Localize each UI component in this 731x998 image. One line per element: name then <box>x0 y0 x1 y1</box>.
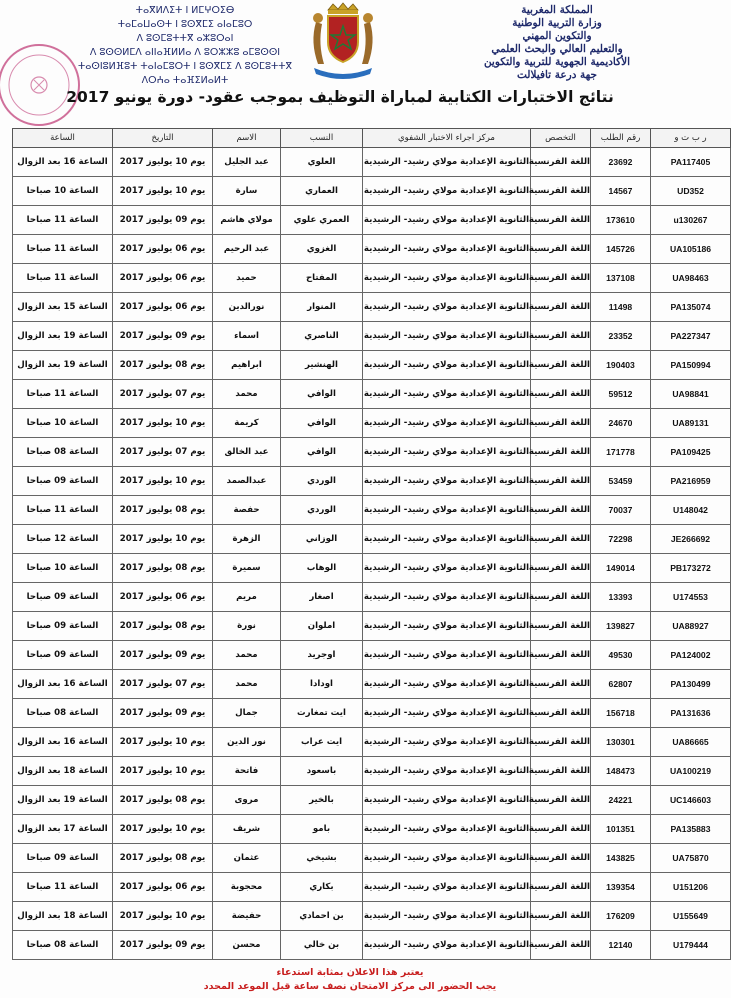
cell-surname: الوزاني <box>281 525 363 554</box>
cell-specialty: اللغة الفرنسية <box>531 351 591 380</box>
cell-first-name: عبد الرحيم <box>213 235 281 264</box>
cell-specialty: اللغة الفرنسية <box>531 235 591 264</box>
cell-request-number: 13393 <box>591 583 651 612</box>
cell-surname: املوان <box>281 612 363 641</box>
cell-specialty: اللغة الفرنسية <box>531 757 591 786</box>
cell-specialty: اللغة الفرنسية <box>531 409 591 438</box>
cell-exam-center: الثانوية الإعدادية مولاي رشيد- الرشيدية <box>363 670 531 699</box>
cell-time: الساعة 11 صباحا <box>13 380 113 409</box>
cell-exam-center: الثانوية الإعدادية مولاي رشيد- الرشيدية <box>363 467 531 496</box>
cell-cin: UA86665 <box>651 728 731 757</box>
table-row <box>13 496 731 525</box>
cell-date: يوم 06 يوليوز 2017 <box>113 293 213 322</box>
cell-exam-center: الثانوية الإعدادية مولاي رشيد- الرشيدية <box>363 873 531 902</box>
cell-time: الساعة 09 صباحا <box>13 583 113 612</box>
cell-exam-center: الثانوية الإعدادية مولاي رشيد- الرشيدية <box>363 322 531 351</box>
cell-specialty: اللغة الفرنسية <box>531 438 591 467</box>
cell-surname: الغزوي <box>281 235 363 264</box>
tifinagh-line: ⴷ ⵓⵙⵙⵍⵎⴷ ⴰⵏⵏⴰⴼⵍⵍⴰ ⴷ ⵓⵔⵣⵣⵓ ⴰⵎⵓⵙⵙⵏ <box>89 47 281 58</box>
cell-date: يوم 10 يوليوز 2017 <box>113 902 213 931</box>
cell-first-name: نور الدين <box>213 728 281 757</box>
cell-surname: ايت عراب <box>281 728 363 757</box>
cell-surname: بالخير <box>281 786 363 815</box>
cell-surname: بامو <box>281 815 363 844</box>
arabic-header-line: جهة درعة تافيلالت <box>517 69 597 81</box>
cell-time: الساعة 19 بعد الزوال <box>13 786 113 815</box>
cell-date: يوم 10 يوليوز 2017 <box>113 148 213 177</box>
cell-cin: PA135883 <box>651 815 731 844</box>
cell-first-name: عثمان <box>213 844 281 873</box>
cell-cin: UA75870 <box>651 844 731 873</box>
cell-specialty: اللغة الفرنسية <box>531 931 591 960</box>
cell-exam-center: الثانوية الإعدادية مولاي رشيد- الرشيدية <box>363 815 531 844</box>
cell-request-number: 59512 <box>591 380 651 409</box>
cell-time: الساعة 09 صباحا <box>13 844 113 873</box>
cell-exam-center: الثانوية الإعدادية مولاي رشيد- الرشيدية <box>363 728 531 757</box>
cell-exam-center: الثانوية الإعدادية مولاي رشيد- الرشيدية <box>363 554 531 583</box>
footer-line: يجب الحضور الى مركز الامتحان نصف ساعة قبل الموعد المحدد <box>203 981 497 992</box>
cell-specialty: اللغة الفرنسية <box>531 206 591 235</box>
cell-date: يوم 10 يوليوز 2017 <box>113 467 213 496</box>
cell-date: يوم 07 يوليوز 2017 <box>113 438 213 467</box>
arabic-header-line: والتعليم العالي والبحث العلمي <box>491 43 623 55</box>
cell-date: يوم 06 يوليوز 2017 <box>113 264 213 293</box>
column-header-first-name: الاسم <box>213 129 281 148</box>
arabic-header-line: والتكوين المهني <box>522 30 592 42</box>
cell-specialty: اللغة الفرنسية <box>531 496 591 525</box>
column-header-date: التاريخ <box>113 129 213 148</box>
cell-surname: باسعود <box>281 757 363 786</box>
cell-time: الساعة 11 صباحا <box>13 496 113 525</box>
cell-first-name: سارة <box>213 177 281 206</box>
tifinagh-line: ⵜⴰⴳⵍⴷⵉⵜ ⵏ ⵍⵎⵖⵔⵉⴱ <box>135 5 235 16</box>
cell-time: الساعة 10 صباحا <box>13 177 113 206</box>
cell-time: الساعة 19 بعد الزوال <box>13 322 113 351</box>
cell-request-number: 11498 <box>591 293 651 322</box>
cell-date: يوم 10 يوليوز 2017 <box>113 728 213 757</box>
cell-exam-center: الثانوية الإعدادية مولاي رشيد- الرشيدية <box>363 641 531 670</box>
cell-request-number: 72298 <box>591 525 651 554</box>
cell-date: يوم 09 يوليوز 2017 <box>113 322 213 351</box>
cell-exam-center: الثانوية الإعدادية مولاي رشيد- الرشيدية <box>363 844 531 873</box>
cell-first-name: عبد الجليل <box>213 148 281 177</box>
cell-first-name: مولاي هاشم <box>213 206 281 235</box>
column-header-cin: ر ب ت و <box>651 129 731 148</box>
cell-exam-center: الثانوية الإعدادية مولاي رشيد- الرشيدية <box>363 380 531 409</box>
cell-specialty: اللغة الفرنسية <box>531 844 591 873</box>
cell-cin: U148042 <box>651 496 731 525</box>
cell-surname: الوردي <box>281 467 363 496</box>
cell-first-name: جمال <box>213 699 281 728</box>
column-header-time: الساعة <box>13 129 113 148</box>
cell-cin: PA150994 <box>651 351 731 380</box>
cell-request-number: 24670 <box>591 409 651 438</box>
footer-notice <box>150 966 550 994</box>
cell-time: الساعة 08 صباحا <box>13 438 113 467</box>
cell-first-name: مريم <box>213 583 281 612</box>
cell-specialty: اللغة الفرنسية <box>531 177 591 206</box>
cell-cin: UC146603 <box>651 786 731 815</box>
cell-date: يوم 10 يوليوز 2017 <box>113 815 213 844</box>
tifinagh-line: ⵜⴰⵎⴰⵡⴰⵙⵜ ⵏ ⵓⵙⴳⵎⵉ ⴰⵏⴰⵎⵓⵔ <box>117 19 253 30</box>
cell-request-number: 139354 <box>591 873 651 902</box>
table-row <box>13 873 731 902</box>
cell-cin: u130267 <box>651 206 731 235</box>
cell-exam-center: الثانوية الإعدادية مولاي رشيد- الرشيدية <box>363 438 531 467</box>
table-row <box>13 583 731 612</box>
cell-date: يوم 09 يوليوز 2017 <box>113 206 213 235</box>
table-row <box>13 757 731 786</box>
cell-request-number: 23692 <box>591 148 651 177</box>
cell-first-name: نورالدين <box>213 293 281 322</box>
cell-exam-center: الثانوية الإعدادية مولاي رشيد- الرشيدية <box>363 902 531 931</box>
cell-date: يوم 06 يوليوز 2017 <box>113 583 213 612</box>
cell-date: يوم 09 يوليوز 2017 <box>113 931 213 960</box>
cell-cin: UA88927 <box>651 612 731 641</box>
table-row <box>13 380 731 409</box>
cell-exam-center: الثانوية الإعدادية مولاي رشيد- الرشيدية <box>363 351 531 380</box>
cell-first-name: عبدالصمد <box>213 467 281 496</box>
cell-cin: PA227347 <box>651 322 731 351</box>
cell-time: الساعة 16 بعد الزوال <box>13 728 113 757</box>
cell-exam-center: الثانوية الإعدادية مولاي رشيد- الرشيدية <box>363 177 531 206</box>
arabic-header-line: الأكاديمية الجهوية للتربية والتكوين <box>483 56 631 68</box>
table-row <box>13 264 731 293</box>
cell-specialty: اللغة الفرنسية <box>531 641 591 670</box>
table-row <box>13 148 731 177</box>
cell-date: يوم 10 يوليوز 2017 <box>113 525 213 554</box>
cell-surname: اوجريد <box>281 641 363 670</box>
cell-cin: UA100219 <box>651 757 731 786</box>
cell-surname: الوهاب <box>281 554 363 583</box>
tifinagh-line: ⴷⵔⵄⴰ ⵜⴰⴼⵉⵍⴰⵍⵜ <box>141 75 229 86</box>
cell-specialty: اللغة الفرنسية <box>531 786 591 815</box>
cell-request-number: 23352 <box>591 322 651 351</box>
cell-cin: U151206 <box>651 873 731 902</box>
cell-cin: PA117405 <box>651 148 731 177</box>
cell-cin: PA135074 <box>651 293 731 322</box>
cell-exam-center: الثانوية الإعدادية مولاي رشيد- الرشيدية <box>363 699 531 728</box>
cell-specialty: اللغة الفرنسية <box>531 322 591 351</box>
cell-request-number: 143825 <box>591 844 651 873</box>
cell-exam-center: الثانوية الإعدادية مولاي رشيد- الرشيدية <box>363 293 531 322</box>
cell-first-name: اسماء <box>213 322 281 351</box>
cell-first-name: شريف <box>213 815 281 844</box>
cell-time: الساعة 09 صباحا <box>13 612 113 641</box>
cell-specialty: اللغة الفرنسية <box>531 728 591 757</box>
cell-date: يوم 09 يوليوز 2017 <box>113 699 213 728</box>
cell-time: الساعة 11 صباحا <box>13 264 113 293</box>
cell-request-number: 24221 <box>591 786 651 815</box>
cell-exam-center: الثانوية الإعدادية مولاي رشيد- الرشيدية <box>363 235 531 264</box>
cell-surname: المنوار <box>281 293 363 322</box>
table-row <box>13 931 731 960</box>
cell-surname: بن احمادي <box>281 902 363 931</box>
cell-first-name: محمد <box>213 670 281 699</box>
cell-surname: العماري <box>281 177 363 206</box>
cell-request-number: 173610 <box>591 206 651 235</box>
table-row <box>13 293 731 322</box>
cell-request-number: 190403 <box>591 351 651 380</box>
cell-specialty: اللغة الفرنسية <box>531 148 591 177</box>
cell-specialty: اللغة الفرنسية <box>531 670 591 699</box>
cell-surname: ايت تمغارت <box>281 699 363 728</box>
cell-cin: UA105186 <box>651 235 731 264</box>
cell-specialty: اللغة الفرنسية <box>531 525 591 554</box>
table-row <box>13 525 731 554</box>
cell-specialty: اللغة الفرنسية <box>531 554 591 583</box>
cell-first-name: حفيضة <box>213 902 281 931</box>
cell-time: الساعة 10 صباحا <box>13 409 113 438</box>
results-table <box>12 128 731 960</box>
cell-first-name: كريمة <box>213 409 281 438</box>
cell-date: يوم 08 يوليوز 2017 <box>113 351 213 380</box>
cell-exam-center: الثانوية الإعدادية مولاي رشيد- الرشيدية <box>363 264 531 293</box>
tifinagh-letterhead <box>60 4 310 88</box>
table-row <box>13 815 731 844</box>
cell-specialty: اللغة الفرنسية <box>531 264 591 293</box>
cell-specialty: اللغة الفرنسية <box>531 902 591 931</box>
cell-time: الساعة 10 صباحا <box>13 554 113 583</box>
cell-surname: بن خالي <box>281 931 363 960</box>
cell-exam-center: الثانوية الإعدادية مولاي رشيد- الرشيدية <box>363 409 531 438</box>
cell-first-name: ابراهيم <box>213 351 281 380</box>
table-row <box>13 438 731 467</box>
cell-specialty: اللغة الفرنسية <box>531 873 591 902</box>
cell-time: الساعة 08 صباحا <box>13 699 113 728</box>
cell-time: الساعة 15 بعد الزوال <box>13 293 113 322</box>
cell-cin: UD352 <box>651 177 731 206</box>
cell-cin: JE266692 <box>651 525 731 554</box>
cell-date: يوم 08 يوليوز 2017 <box>113 496 213 525</box>
column-header-surname: النسب <box>281 129 363 148</box>
arabic-header-line: المملكة المغربية <box>521 4 593 16</box>
cell-time: الساعة 16 بعد الزوال <box>13 670 113 699</box>
cell-exam-center: الثانوية الإعدادية مولاي رشيد- الرشيدية <box>363 786 531 815</box>
cell-surname: الوافي <box>281 409 363 438</box>
cell-cin: U174553 <box>651 583 731 612</box>
cell-request-number: 156718 <box>591 699 651 728</box>
cell-date: يوم 07 يوليوز 2017 <box>113 380 213 409</box>
cell-request-number: 149014 <box>591 554 651 583</box>
cell-cin: PB173272 <box>651 554 731 583</box>
cell-request-number: 130301 <box>591 728 651 757</box>
cell-surname: العلوي <box>281 148 363 177</box>
cell-exam-center: الثانوية الإعدادية مولاي رشيد- الرشيدية <box>363 148 531 177</box>
cell-surname: اصغار <box>281 583 363 612</box>
cell-surname: الهنشير <box>281 351 363 380</box>
cell-request-number: 70037 <box>591 496 651 525</box>
table-header-row <box>13 129 731 148</box>
cell-time: الساعة 09 صباحا <box>13 467 113 496</box>
cell-date: يوم 08 يوليوز 2017 <box>113 844 213 873</box>
cell-surname: الناصري <box>281 322 363 351</box>
cell-date: يوم 10 يوليوز 2017 <box>113 177 213 206</box>
cell-first-name: حفصة <box>213 496 281 525</box>
cell-cin: UA98463 <box>651 264 731 293</box>
cell-time: الساعة 12 صباحا <box>13 525 113 554</box>
cell-date: يوم 06 يوليوز 2017 <box>113 235 213 264</box>
cell-first-name: سميرة <box>213 554 281 583</box>
cell-first-name: محسن <box>213 931 281 960</box>
cell-time: الساعة 11 صباحا <box>13 873 113 902</box>
cell-first-name: عبد الخالق <box>213 438 281 467</box>
cell-date: يوم 09 يوليوز 2017 <box>113 641 213 670</box>
arabic-header-line: وزارة التربية الوطنية <box>512 17 602 29</box>
footer-line: يعتبر هذا الاعلان بمثابة استدعاء <box>276 967 424 978</box>
cell-specialty: اللغة الفرنسية <box>531 380 591 409</box>
cell-surname: الوافي <box>281 380 363 409</box>
cell-cin: UA98841 <box>651 380 731 409</box>
cell-request-number: 148473 <box>591 757 651 786</box>
table-row <box>13 322 731 351</box>
cell-surname: المفتاح <box>281 264 363 293</box>
cell-cin: PA109425 <box>651 438 731 467</box>
table-row <box>13 206 731 235</box>
cell-specialty: اللغة الفرنسية <box>531 612 591 641</box>
coat-of-arms-emblem <box>306 2 380 80</box>
cell-specialty: اللغة الفرنسية <box>531 815 591 844</box>
cell-date: يوم 10 يوليوز 2017 <box>113 409 213 438</box>
table-row <box>13 670 731 699</box>
cell-request-number: 137108 <box>591 264 651 293</box>
tifinagh-line: ⵜⴰⵙⵏⵓⵍⴼⵓⵜ ⵜⴰⵏⴰⵎⵓⵔⵜ ⵏ ⵓⵙⴳⵎⵉ ⴷ ⵓⵙⵎⵓⵜⵜⴳ <box>77 61 293 72</box>
cell-exam-center: الثانوية الإعدادية مولاي رشيد- الرشيدية <box>363 612 531 641</box>
letterhead <box>0 0 700 90</box>
cell-date: يوم 06 يوليوز 2017 <box>113 873 213 902</box>
cell-surname: بكاري <box>281 873 363 902</box>
table-row <box>13 844 731 873</box>
cell-request-number: 145726 <box>591 235 651 264</box>
cell-date: يوم 10 يوليوز 2017 <box>113 757 213 786</box>
cell-specialty: اللغة الفرنسية <box>531 583 591 612</box>
cell-first-name: مروى <box>213 786 281 815</box>
cell-cin: UA89131 <box>651 409 731 438</box>
cell-cin: PA124002 <box>651 641 731 670</box>
cell-request-number: 62807 <box>591 670 651 699</box>
cell-surname: اودادا <box>281 670 363 699</box>
cell-cin: PA131636 <box>651 699 731 728</box>
tifinagh-line: ⴷ ⵓⵙⵎⵓⵜⵜⴳ ⴰⵣⵓⵔⴰⵏ <box>136 33 234 44</box>
cell-exam-center: الثانوية الإعدادية مولاي رشيد- الرشيدية <box>363 757 531 786</box>
cell-date: يوم 07 يوليوز 2017 <box>113 670 213 699</box>
cell-surname: الوردي <box>281 496 363 525</box>
table-row <box>13 641 731 670</box>
cell-time: الساعة 08 صباحا <box>13 931 113 960</box>
column-header-exam-center: مركز اجراء الاختبار الشفوي <box>363 129 531 148</box>
cell-exam-center: الثانوية الإعدادية مولاي رشيد- الرشيدية <box>363 583 531 612</box>
table-row <box>13 177 731 206</box>
official-stamp <box>0 40 84 130</box>
cell-request-number: 14567 <box>591 177 651 206</box>
cell-first-name: الزهرة <box>213 525 281 554</box>
table-row <box>13 351 731 380</box>
table-row <box>13 902 731 931</box>
table-row <box>13 467 731 496</box>
table-row <box>13 699 731 728</box>
arabic-letterhead <box>432 4 682 82</box>
table-row <box>13 728 731 757</box>
cell-date: يوم 08 يوليوز 2017 <box>113 786 213 815</box>
page-title: نتائج الاختبارات الكتابية لمباراة التوظيف بموجب عقود- دورة يونيو 2017 <box>66 88 614 106</box>
cell-request-number: 101351 <box>591 815 651 844</box>
cell-date: يوم 08 يوليوز 2017 <box>113 554 213 583</box>
cell-specialty: اللغة الفرنسية <box>531 699 591 728</box>
table-row <box>13 235 731 264</box>
cell-request-number: 139827 <box>591 612 651 641</box>
cell-exam-center: الثانوية الإعدادية مولاي رشيد- الرشيدية <box>363 931 531 960</box>
cell-cin: PA130499 <box>651 670 731 699</box>
cell-first-name: محمد <box>213 380 281 409</box>
cell-time: الساعة 18 بعد الزوال <box>13 757 113 786</box>
cell-specialty: اللغة الفرنسية <box>531 467 591 496</box>
cell-date: يوم 08 يوليوز 2017 <box>113 612 213 641</box>
cell-time: الساعة 11 صباحا <box>13 235 113 264</box>
table-row <box>13 612 731 641</box>
table-row <box>13 786 731 815</box>
table-row <box>13 554 731 583</box>
cell-first-name: نورة <box>213 612 281 641</box>
cell-exam-center: الثانوية الإعدادية مولاي رشيد- الرشيدية <box>363 525 531 554</box>
cell-time: الساعة 16 بعد الزوال <box>13 148 113 177</box>
column-header-request-number: رقم الطلب <box>591 129 651 148</box>
cell-time: الساعة 11 صباحا <box>13 206 113 235</box>
table-row <box>13 409 731 438</box>
cell-time: الساعة 09 صباحا <box>13 641 113 670</box>
cell-request-number: 12140 <box>591 931 651 960</box>
cell-surname: بشيخي <box>281 844 363 873</box>
cell-surname: الوافي <box>281 438 363 467</box>
cell-first-name: حميد <box>213 264 281 293</box>
cell-first-name: محجوبة <box>213 873 281 902</box>
cell-request-number: 49530 <box>591 641 651 670</box>
cell-request-number: 171778 <box>591 438 651 467</box>
cell-cin: PA216959 <box>651 467 731 496</box>
cell-cin: U179444 <box>651 931 731 960</box>
cell-specialty: اللغة الفرنسية <box>531 293 591 322</box>
cell-request-number: 53459 <box>591 467 651 496</box>
cell-time: الساعة 19 بعد الزوال <box>13 351 113 380</box>
cell-first-name: محمد <box>213 641 281 670</box>
cell-time: الساعة 18 بعد الزوال <box>13 902 113 931</box>
cell-exam-center: الثانوية الإعدادية مولاي رشيد- الرشيدية <box>363 206 531 235</box>
cell-cin: U155649 <box>651 902 731 931</box>
cell-request-number: 176209 <box>591 902 651 931</box>
cell-surname: العمري علوي <box>281 206 363 235</box>
column-header-specialty: التخصص <box>531 129 591 148</box>
cell-time: الساعة 17 بعد الزوال <box>13 815 113 844</box>
cell-first-name: فاتحة <box>213 757 281 786</box>
cell-exam-center: الثانوية الإعدادية مولاي رشيد- الرشيدية <box>363 496 531 525</box>
